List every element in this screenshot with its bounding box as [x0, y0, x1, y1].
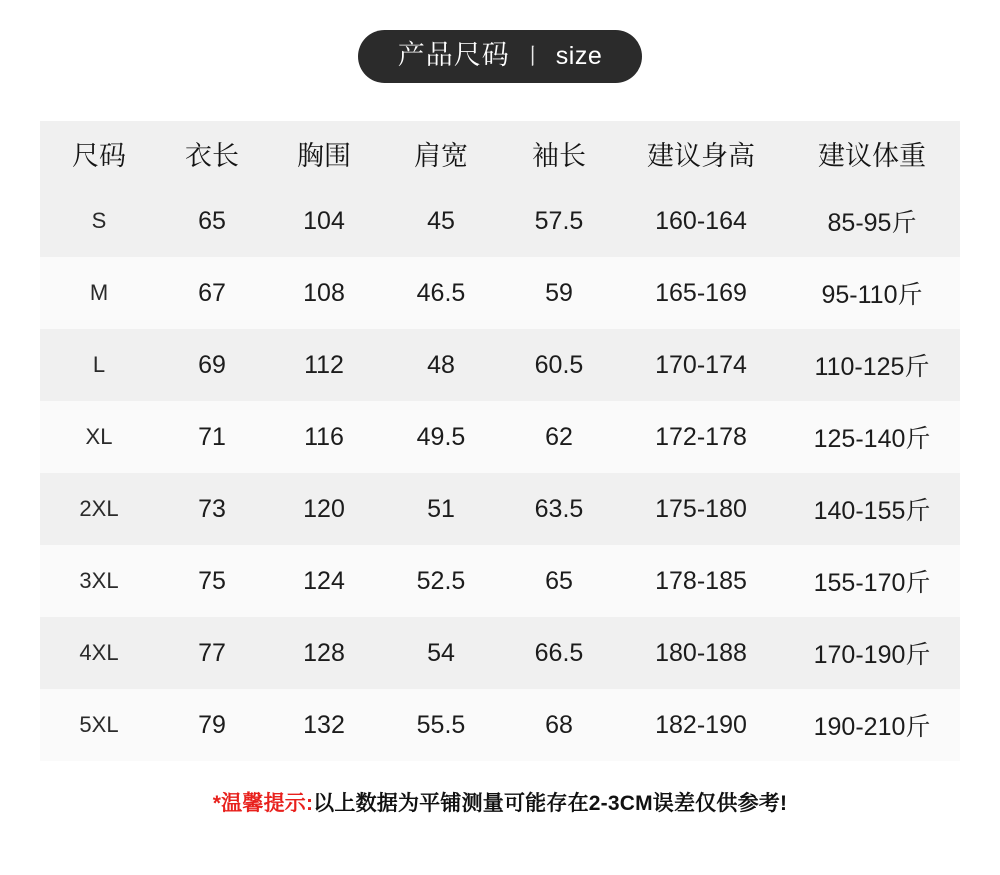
cell-shoulder: 49.5: [416, 422, 466, 451]
cell-weight: 190-210斤: [813, 713, 931, 741]
table-body: [40, 185, 960, 761]
cell-size: 2XL: [79, 496, 119, 521]
cell-bust: 132: [303, 710, 345, 739]
cell-size: 4XL: [79, 640, 119, 665]
table-row: [40, 185, 960, 257]
cell-weight: 140-155斤: [813, 497, 931, 525]
table-row: [40, 473, 960, 545]
cell-sleeve: 59: [545, 278, 573, 307]
cell-height: 170-174: [655, 350, 747, 379]
cell-bust: 104: [303, 206, 345, 235]
cell-bust: 112: [304, 350, 344, 379]
cell-shoulder: 52.5: [416, 566, 466, 595]
size-table: [40, 121, 960, 761]
title-english: size: [555, 42, 603, 70]
cell-shoulder: 54: [427, 638, 455, 667]
cell-shoulder: 46.5: [416, 278, 466, 307]
table-header-row: [40, 121, 960, 185]
cell-weight: 85-95斤: [827, 209, 917, 237]
cell-size: 3XL: [79, 568, 119, 593]
cell-height: 175-180: [655, 494, 747, 523]
cell-sleeve: 63.5: [534, 494, 584, 523]
table-row: [40, 329, 960, 401]
table-row: [40, 689, 960, 761]
column-header-weight: 建议体重: [784, 121, 960, 185]
cell-length: 65: [198, 206, 226, 235]
footnote: [0, 787, 1000, 817]
cell-sleeve: 66.5: [534, 638, 584, 667]
cell-height: 182-190: [655, 710, 747, 739]
cell-length: 79: [198, 710, 226, 739]
cell-weight: 125-140斤: [813, 425, 931, 453]
cell-bust: 120: [303, 494, 345, 523]
table-header: [40, 121, 960, 185]
cell-sleeve: 60.5: [534, 350, 584, 379]
size-table-wrapper: [40, 121, 960, 761]
cell-bust: 116: [304, 422, 344, 451]
cell-size: XL: [85, 424, 113, 449]
cell-bust: 124: [303, 566, 345, 595]
cell-weight: 170-190斤: [813, 641, 931, 669]
cell-weight: 155-170斤: [813, 569, 931, 597]
title-separator: 丨: [521, 44, 544, 69]
cell-length: 67: [198, 278, 226, 307]
cell-height: 178-185: [655, 566, 747, 595]
cell-length: 77: [198, 638, 226, 667]
cell-shoulder: 45: [427, 206, 455, 235]
cell-bust: 108: [303, 278, 345, 307]
cell-height: 165-169: [655, 278, 747, 307]
cell-sleeve: 57.5: [534, 206, 584, 235]
cell-height: 160-164: [655, 206, 747, 235]
cell-size: 5XL: [79, 712, 119, 737]
cell-sleeve: 62: [545, 422, 573, 451]
cell-size: L: [92, 352, 106, 377]
column-header-bust: 胸围: [266, 121, 382, 185]
cell-length: 73: [198, 494, 226, 523]
column-header-height: 建议身高: [618, 121, 784, 185]
title-section: [0, 0, 1000, 83]
cell-weight: 110-125斤: [814, 353, 930, 381]
column-header-size: 尺码: [40, 121, 158, 185]
title-pill: [358, 30, 642, 83]
cell-height: 172-178: [655, 422, 747, 451]
column-header-shoulder: 肩宽: [382, 121, 500, 185]
footnote-highlight: 温馨提示:: [221, 792, 314, 815]
cell-height: 180-188: [655, 638, 747, 667]
cell-bust: 128: [303, 638, 345, 667]
cell-size: M: [89, 280, 109, 305]
footnote-asterisk: *: [212, 792, 222, 815]
footnote-text: 以上数据为平铺测量可能存在2-3CM误差仅供参考!: [313, 792, 788, 815]
table-row: [40, 401, 960, 473]
cell-sleeve: 65: [545, 566, 573, 595]
cell-shoulder: 55.5: [416, 710, 466, 739]
title-chinese: 产品尺码: [397, 40, 510, 70]
column-header-sleeve: 袖长: [500, 121, 618, 185]
column-header-length: 衣长: [158, 121, 266, 185]
cell-size: S: [91, 208, 107, 233]
table-row: [40, 617, 960, 689]
cell-shoulder: 51: [427, 494, 455, 523]
cell-shoulder: 48: [427, 350, 455, 379]
cell-length: 75: [198, 566, 226, 595]
cell-length: 71: [198, 422, 226, 451]
table-row: [40, 545, 960, 617]
cell-weight: 95-110斤: [821, 281, 923, 309]
table-row: [40, 257, 960, 329]
cell-sleeve: 68: [545, 710, 573, 739]
cell-length: 69: [198, 350, 226, 379]
